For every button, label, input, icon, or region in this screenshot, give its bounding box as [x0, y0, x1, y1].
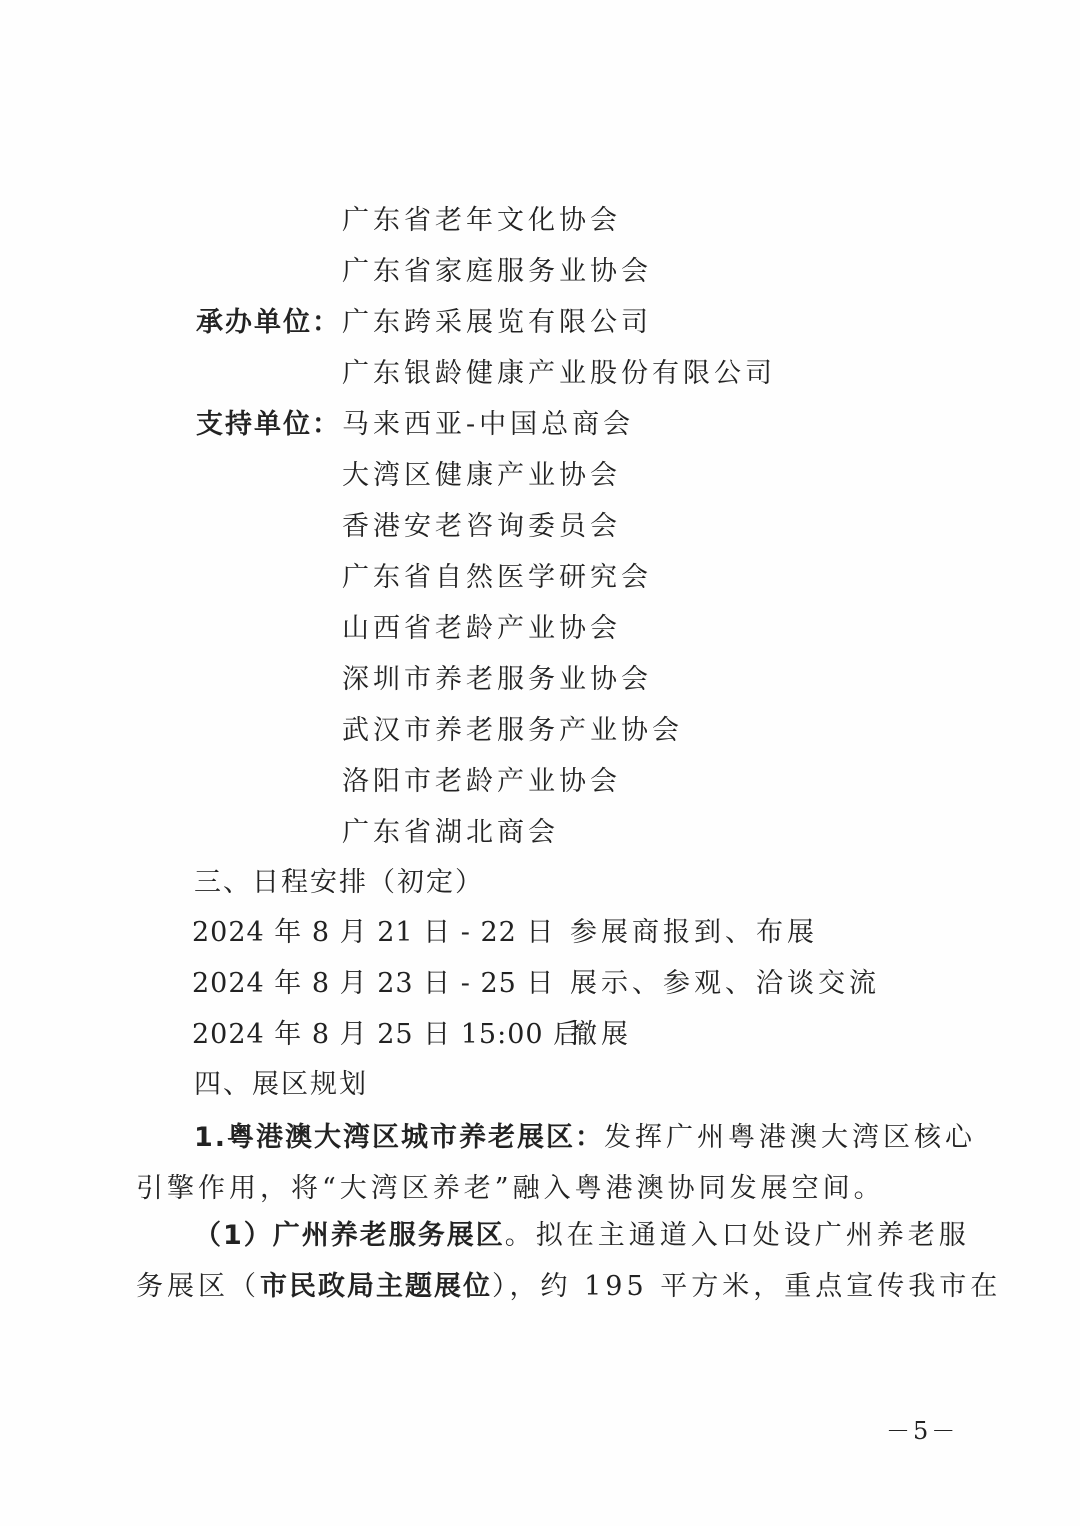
schedule-date: 2024 年 8 月 25 日 15:00 后 [192, 1019, 582, 1050]
supporter-item: 深圳市养老服务业协会 [342, 664, 652, 695]
co-organizer-label: 承办单位： [196, 307, 341, 338]
supporter-item: 大湾区健康产业协会 [342, 460, 621, 491]
zone1-1-text: 。拟在主通道入口处设广州养老服 [504, 1220, 970, 1251]
zone1-1-paragraph-line1 [194, 1219, 970, 1253]
schedule-activity: 撤展 [570, 1019, 632, 1050]
schedule-date: 2024 年 8 月 21 日 - 22 日 [192, 917, 555, 948]
co-organizer-item: 广东跨采展览有限公司 [342, 307, 652, 338]
page-number: －5－ [886, 1417, 959, 1445]
zone1-1-prefix: 务展区（ [136, 1271, 260, 1302]
schedule-activity: 展示、参观、洽谈交流 [570, 968, 880, 999]
zone1-colon: ： [575, 1122, 605, 1153]
zone1-1-bold: 市民政局主题展位 [260, 1271, 492, 1302]
zone1-text: 发挥广州粤港澳大湾区核心 [604, 1122, 977, 1153]
organizer-item: 广东省家庭服务业协会 [342, 256, 652, 287]
zone1-paragraph-line1 [194, 1121, 976, 1155]
supporter-item: 广东省自然医学研究会 [342, 562, 652, 593]
schedule-heading: 三、日程安排（初定） [194, 867, 484, 898]
schedule-date: 2024 年 8 月 23 日 - 25 日 [192, 968, 555, 999]
zone1-1-title: （1）广州养老服务展区 [194, 1220, 505, 1251]
zones-heading: 四、展区规划 [194, 1069, 368, 1100]
supporter-item: 广东省湖北商会 [342, 817, 559, 848]
supporter-item: 马来西亚-中国总商会 [342, 409, 635, 440]
organizer-item: 广东省老年文化协会 [342, 205, 621, 236]
zone1-1-suffix: ），约 195 平方米，重点宣传我市在 [492, 1271, 1002, 1302]
schedule-activity: 参展商报到、布展 [570, 917, 818, 948]
supporter-item: 武汉市养老服务产业协会 [342, 715, 683, 746]
supporter-item: 香港安老咨询委员会 [342, 511, 621, 542]
supporter-item: 山西省老龄产业协会 [342, 613, 621, 644]
co-organizer-item: 广东银龄健康产业股份有限公司 [342, 358, 776, 389]
zone1-title: 1.粤港澳大湾区城市养老展区 [194, 1122, 576, 1153]
supporter-item: 洛阳市老龄产业协会 [342, 766, 621, 797]
zone1-paragraph-line2: 引擎作用，将“大湾区养老”融入粤港澳协同发展空间。 [136, 1173, 885, 1204]
supporter-label: 支持单位： [196, 409, 341, 440]
zone1-1-paragraph-line2 [136, 1270, 1001, 1304]
